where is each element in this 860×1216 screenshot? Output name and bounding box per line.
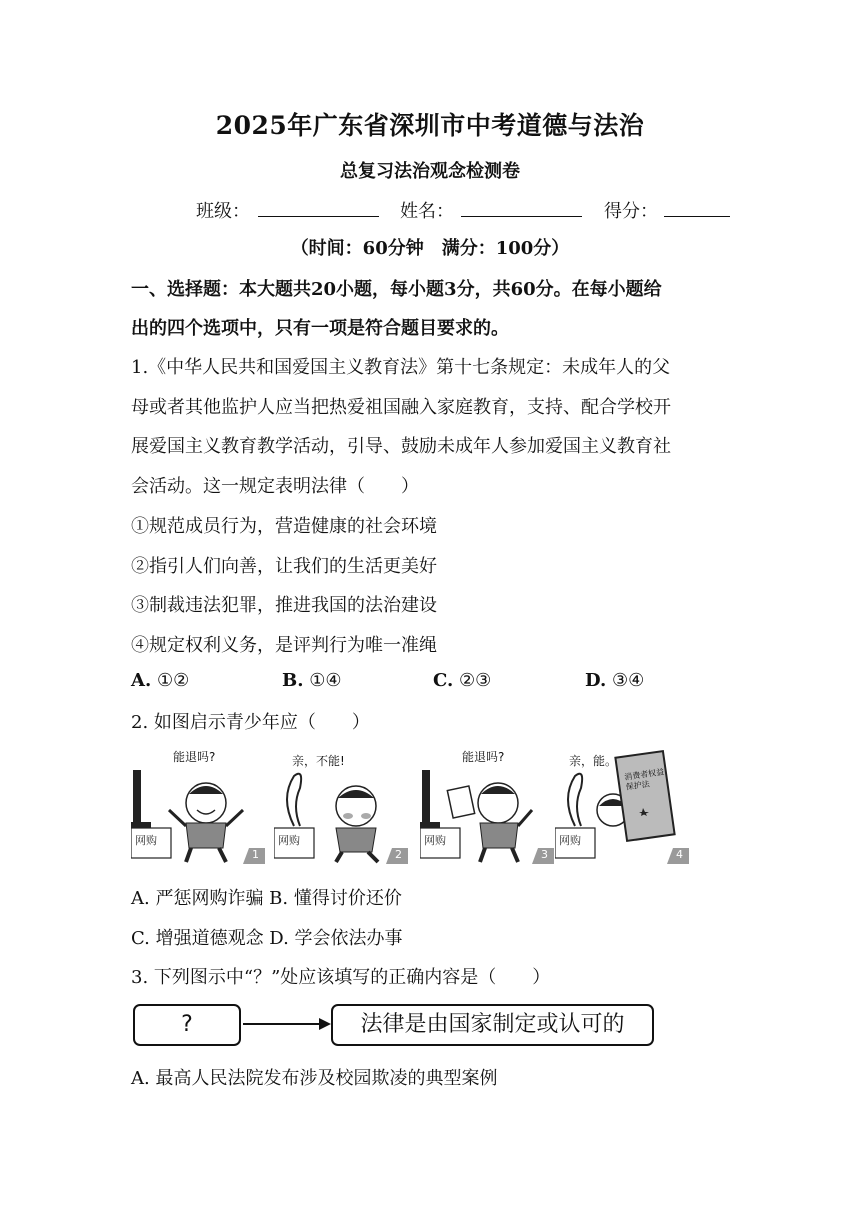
q2-options-line-1[interactable]: A. 严惩网购诈骗 B. 懂得讨价还价 [131, 888, 402, 909]
q2-options-line-2[interactable]: C. 增强道德观念 D. 学会依法办事 [131, 928, 403, 949]
name-field [400, 197, 454, 223]
comic-sign-4: 网购 [559, 834, 581, 847]
class-label: 班级： [196, 201, 250, 222]
page-subtitle: 总复习法治观念检测卷 [340, 161, 520, 182]
q1-option-c-letter: C. [433, 670, 454, 691]
comic-number-2: 2 [395, 848, 402, 861]
comic-sign-2: 网购 [278, 834, 300, 847]
comic-speech-1: 能退吗? [173, 750, 216, 764]
q1-option-b[interactable] [282, 670, 342, 691]
name-blank [461, 216, 582, 217]
comic-sign-1: 网购 [135, 834, 157, 847]
q1-option-c[interactable] [433, 670, 491, 691]
diagram-unknown-text: ? [181, 1012, 193, 1037]
comic-speech-2: 亲，不能! [292, 754, 345, 768]
diagram-arrow-icon [243, 1016, 331, 1032]
q1-stem-line-3: 展爱国主义教育教学活动，引导、鼓励未成年人参加爱国主义教育社 [131, 436, 671, 457]
comic-panel-4 [555, 748, 689, 864]
q1-stem-line-1: 1.《中华人民共和国爱国主义教育法》第十七条规定：未成年人的父 [131, 357, 671, 378]
q1-stem-line-4: 会活动。这一规定表明法律（ ） [131, 476, 419, 497]
score-blank [664, 216, 730, 217]
comic-panel-2 [274, 748, 408, 864]
section-heading: 一、选择题： [131, 279, 239, 300]
q1-statement-3: ③制裁违法犯罪，推进我国的法治建设 [131, 595, 437, 616]
comic-panel-3 [420, 748, 554, 864]
q1-option-b-text: ①④ [309, 670, 342, 691]
q1-statement-1: ①规范成员行为，营造健康的社会环境 [131, 516, 437, 537]
comic-number-4: 4 [676, 848, 683, 861]
comic-speech-3: 能退吗? [462, 750, 505, 764]
section-heading-line [131, 275, 662, 301]
name-label: 姓名： [400, 201, 454, 222]
class-field [196, 197, 250, 223]
comic-sign-3: 网购 [424, 834, 446, 847]
q1-option-d-letter: D. [585, 670, 607, 691]
q1-stem-line-2: 母或者其他监护人应当把热爱祖国融入家庭教育，支持、配合学校开 [131, 397, 671, 418]
q1-statement-4: ④规定权利义务，是评判行为唯一准绳 [131, 635, 437, 656]
comic-number-3: 3 [541, 848, 548, 861]
q1-option-d-text: ③④ [611, 670, 645, 691]
q3-stem: 3. 下列图示中“？”处应该填写的正确内容是（ ） [131, 967, 551, 988]
class-blank [258, 216, 379, 217]
q1-option-a[interactable] [131, 670, 189, 691]
comic-book-title: 消费者权益保护法 [623, 767, 665, 792]
q1-statement-2: ②指引人们向善，让我们的生活更美好 [131, 556, 437, 577]
score-label: 得分： [604, 201, 658, 222]
q1-option-b-letter: B. [282, 670, 304, 691]
exam-time-info: （时间：60分钟 满分：100分） [290, 238, 570, 259]
diagram-unknown-box [133, 1004, 241, 1046]
q1-option-c-text: ②③ [459, 670, 492, 691]
page-title: 2025年广东省深圳市中考道德与法治 [215, 111, 645, 140]
section-instruction-2: 出的四个选项中，只有一项是符合题目要求的。 [131, 318, 509, 339]
diagram-statement-text: 法律是由国家制定或认可的 [360, 1012, 625, 1037]
comic-panel-1 [131, 748, 265, 864]
section-instruction-1: 本大题共20小题，每小题3分，共60分。在每小题给 [239, 279, 662, 300]
comic-number-1: 1 [252, 848, 259, 861]
q1-option-a-text: ①② [156, 670, 190, 691]
diagram-statement-box [331, 1004, 654, 1046]
score-field [604, 197, 658, 223]
comic-speech-4: 亲，能。 [569, 754, 618, 768]
q2-stem: 2. 如图启示青少年应（ ） [131, 712, 370, 733]
q1-option-a-letter: A. [131, 670, 152, 691]
q3-option-a[interactable]: A. 最高人民法院发布涉及校园欺凌的典型案例 [131, 1068, 498, 1089]
q1-option-d[interactable] [585, 670, 644, 691]
